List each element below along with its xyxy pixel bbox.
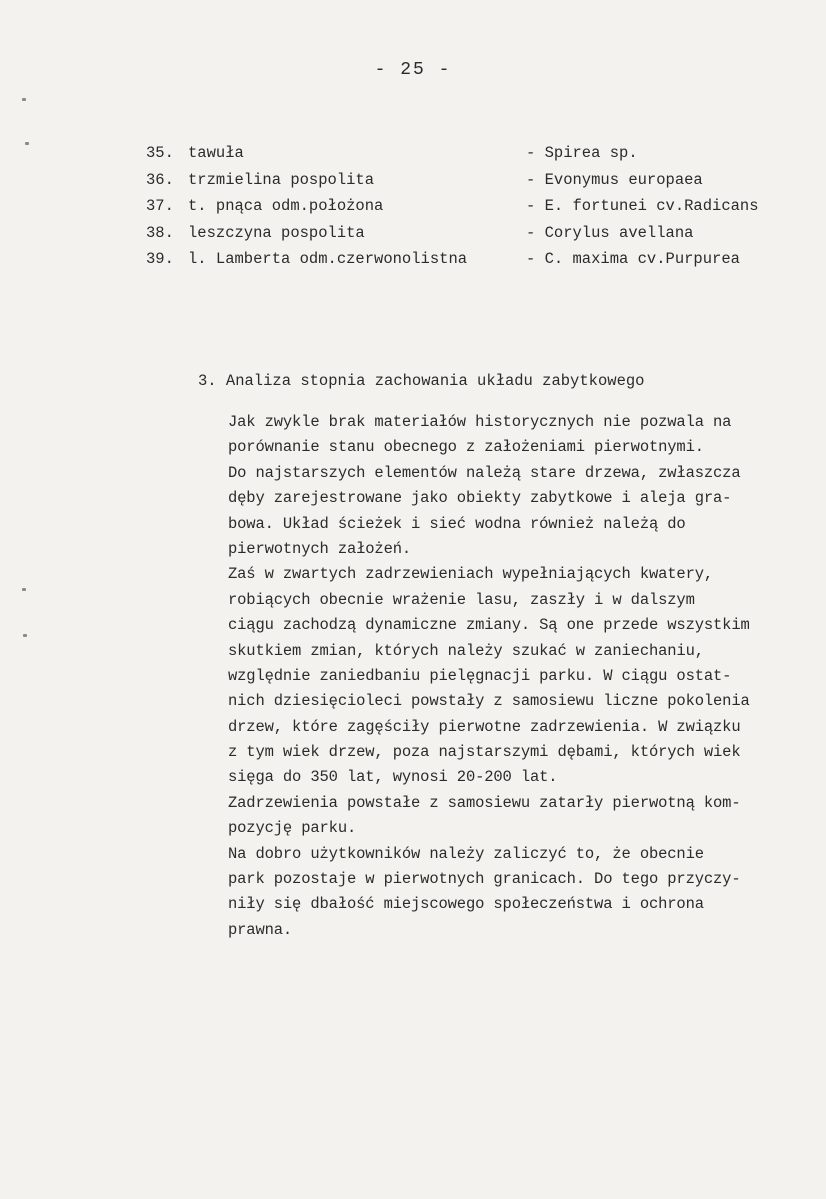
text-line: robiących obecnie wrażenie lasu, zaszły i w dalszym [228, 590, 695, 609]
text-line: niły się dbałość miejscowego społeczeństwa i ochrona [228, 895, 704, 914]
text-line: drzew, które zagęściły pierwotne zadrzewienia. W związku [228, 717, 741, 736]
species-row [146, 140, 806, 167]
section-title: 3. Analiza stopnia zachowania układu zabytkowego [198, 372, 645, 390]
species-number: 37. [146, 197, 174, 215]
binding-mark [22, 588, 26, 591]
species-latin-name: - Evonymus europaea [526, 170, 703, 189]
text-line: pierwotnych założeń. [228, 539, 412, 558]
text-line: dęby zarejestrowane jako obiekty zabytkowe i aleja gra- [228, 489, 732, 508]
species-number: 35. [146, 144, 174, 162]
text-line: z tym wiek drzew, poza najstarszymi dębami, których wiek [228, 743, 741, 762]
species-latin-name: - Spirea sp. [526, 144, 638, 162]
text-line: nich dziesięcioleci powstały z samosiewu liczne pokolenia [228, 692, 750, 711]
species-latin-name: - C. maxima cv.Purpurea [526, 250, 740, 268]
species-latin-name: - Corylus avellana [526, 223, 694, 242]
species-row [146, 220, 806, 247]
species-row [146, 246, 806, 273]
text-line: skutkiem zmian, których należy szukać w zaniechaniu, [228, 641, 704, 660]
binding-mark [23, 634, 27, 637]
text-line: ciągu zachodzą dynamiczne zmiany. Są one przede wszystkim [228, 616, 750, 635]
species-number: 38. [146, 223, 174, 242]
species-list [146, 140, 806, 273]
text-line: względnie zaniedbaniu pielęgnacji parku. W ciągu ostat- [228, 666, 732, 685]
text-line: bowa. Układ ścieżek i sieć wodna również należą do [228, 514, 686, 533]
text-line: Na dobro użytkowników należy zaliczyć to, że obecnie [228, 844, 704, 863]
text-line: sięga do 350 lat, wynosi 20-200 lat. [228, 768, 558, 787]
species-polish-name: leszczyna pospolita [188, 223, 365, 242]
text-line: Do najstarszych elementów należą stare drzewa, zwłaszcza [228, 463, 741, 482]
text-line: pozycję parku. [228, 819, 357, 838]
section-body [228, 410, 818, 943]
page-number: - 25 - [374, 60, 452, 80]
binding-mark [25, 142, 29, 145]
text-line: prawna. [228, 920, 293, 939]
species-row [146, 193, 806, 220]
species-polish-name: tawuła [188, 144, 244, 162]
species-number: 39. [146, 250, 174, 268]
species-row [146, 167, 806, 194]
text-line: Zaś w zwartych zadrzewieniach wypełniających kwatery, [228, 565, 714, 584]
binding-mark [22, 98, 26, 101]
species-latin-name: - E. fortunei cv.Radicans [526, 197, 759, 215]
species-polish-name: t. pnąca odm.położona [188, 197, 384, 215]
text-line: Jak zwykle brak materiałów historycznych nie pozwala na [228, 413, 732, 431]
species-polish-name: l. Lamberta odm.czerwonolistna [188, 250, 468, 268]
species-number: 36. [146, 170, 174, 189]
text-line: park pozostaje w pierwotnych granicach. Do tego przyczy- [228, 870, 741, 889]
text-line: Zadrzewienia powstałe z samosiewu zatarły pierwotną kom- [228, 793, 741, 812]
text-line: porównanie stanu obecnego z założeniami pierwotnymi. [228, 438, 704, 457]
species-polish-name: trzmielina pospolita [188, 170, 375, 189]
